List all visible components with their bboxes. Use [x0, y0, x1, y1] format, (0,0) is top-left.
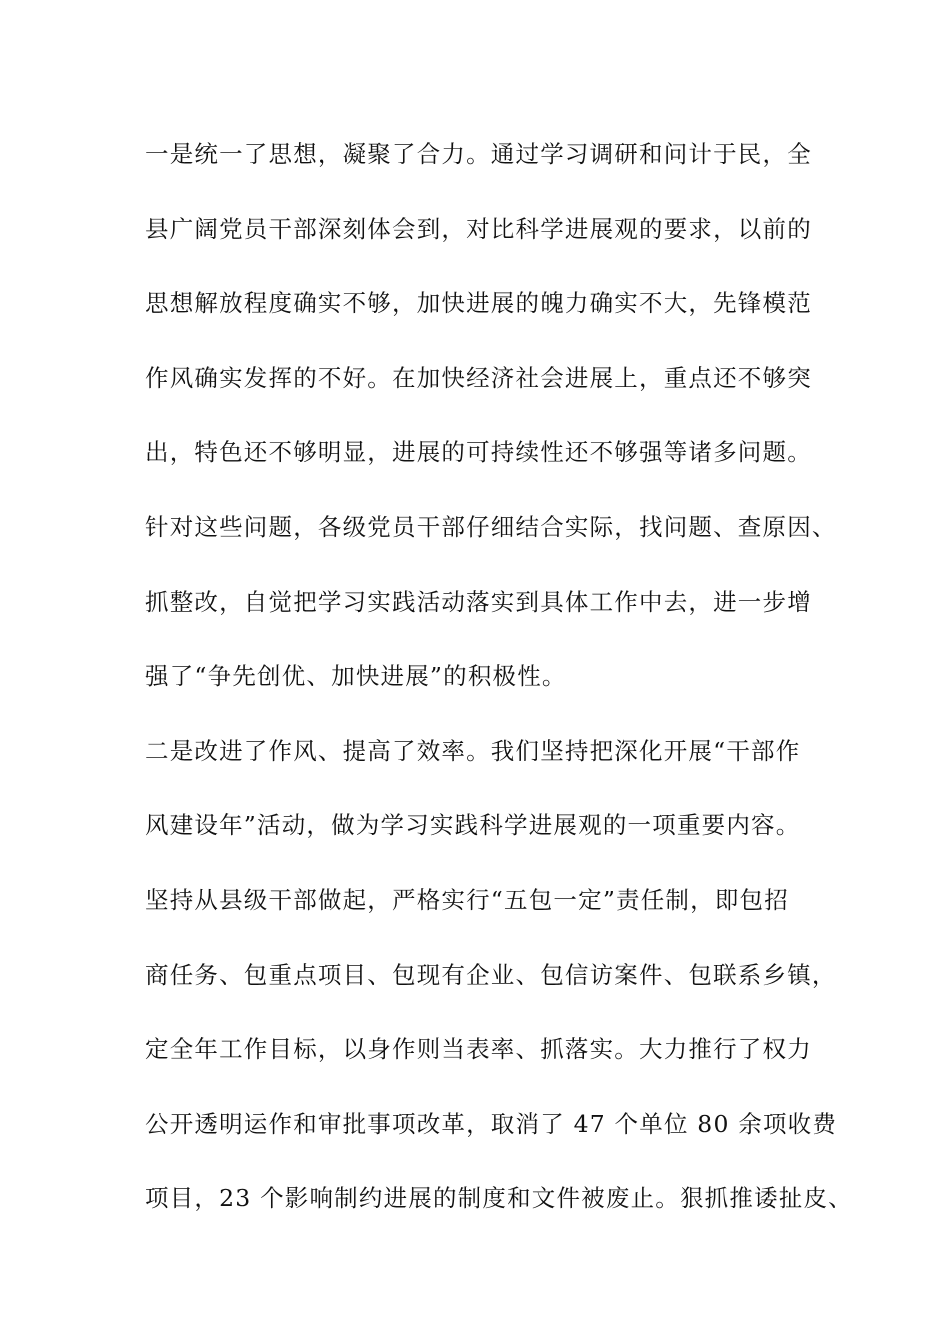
text-line-7: 抓整改，自觉把学习实践活动落实到具体工作中去，进一步增	[145, 587, 812, 616]
text-line-12: 商任务、包重点项目、包现有企业、包信访案件、包联系乡镇，	[145, 960, 837, 989]
text-line-6: 针对这些问题，各级党员干部仔细结合实际，找问题、查原因、	[145, 512, 837, 541]
text-line-9: 二是改进了作风、提高了效率。我们坚持把深化开展“干部作	[145, 736, 801, 765]
text-line-1: 一是统一了思想，凝聚了合力。通过学习调研和问计于民，全	[145, 140, 812, 168]
text-line-11: 坚持从县级干部做起，严格实行“五包一定”责任制，即包招	[145, 885, 789, 914]
text-line-5: 出，特色还不够明显，进展的可持续性还不够强等诸多问题。	[145, 438, 812, 467]
body-text	[145, 134, 853, 1253]
text-line-13: 定全年工作目标，以身作则当表率、抓落实。大力推行了权力	[145, 1035, 812, 1064]
text-line-4: 作风确实发挥的不好。在加快经济社会进展上，重点还不够突	[145, 363, 812, 392]
text-line-14: 公开透明运作和审批事项改革，取消了 47 个单位 80 余项收费	[145, 1109, 838, 1138]
text-line-8: 强了“争先创优、加快进展”的积极性。	[145, 662, 567, 691]
text-line-10: 风建设年”活动，做为学习实践科学进展观的一项重要内容。	[145, 811, 801, 840]
text-line-15: 项目，23 个影响制约进展的制度和文件被废止。狠抓推诿扯皮、	[145, 1184, 853, 1213]
text-line-2: 县广阔党员干部深刻体会到，对比科学进展观的要求，以前的	[145, 214, 812, 243]
text-line-3: 思想解放程度确实不够，加快进展的魄力确实不大，先锋模范	[145, 289, 812, 318]
